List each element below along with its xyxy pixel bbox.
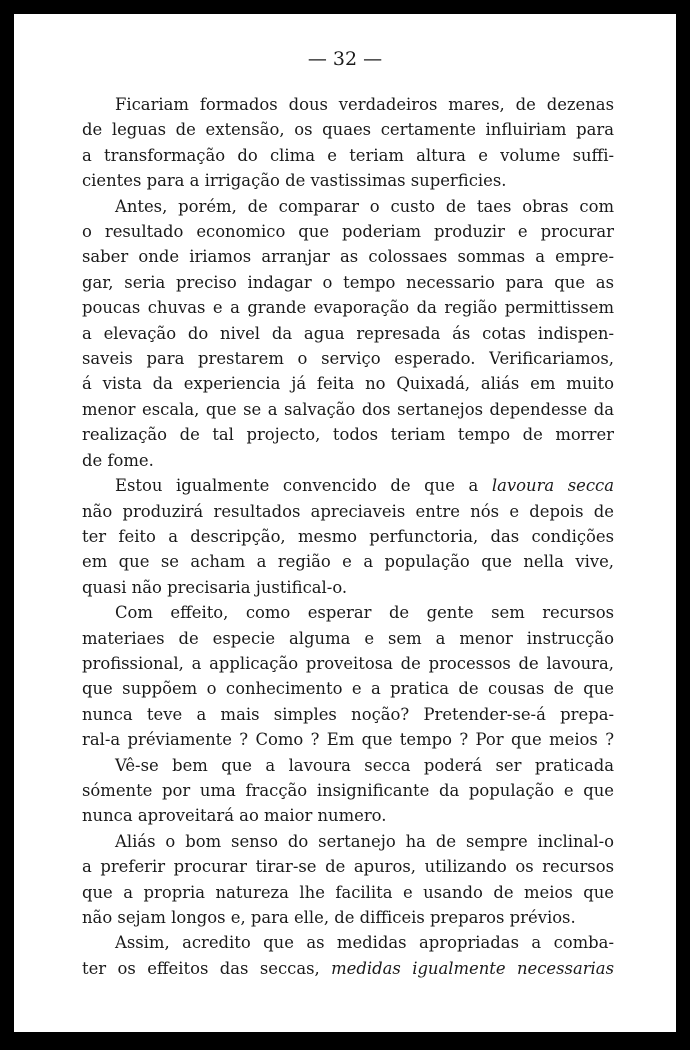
text-line: que a propria natureza lhe facilita e usando de meios que [82,882,614,902]
text-line: Antes, porém, de comparar o custo de taes obras com [115,196,614,216]
text-line: sómente por uma fracção insignificante da população e que [82,780,614,800]
paragraph-2 [82,194,614,473]
text-line: realização de tal projecto, todos teriam tempo de morrer [82,425,614,445]
text-line: ral-a préviamente ? Como ? Em que tempo ? Por que meios ? [82,730,614,750]
text-line: Com effeito, como esperar de gente sem recursos [115,603,614,623]
text-line: profissional, a applicação proveitosa de processos de lavoura, [82,653,614,673]
text-line: Vê-se bem que a lavoura secca poderá ser praticada [115,755,614,775]
text-line [82,473,614,498]
document-page [14,14,676,1032]
text-line: saber onde iriamos arranjar as colossaes sommas a empre- [82,247,614,267]
text-line: Assim, acredito que as medidas apropriadas a comba- [115,933,614,953]
text-run: ter os effeitos das seccas, [82,958,332,978]
text-line: nunca aproveitará ao maior numero. [82,806,387,826]
paragraph-6 [82,829,614,931]
text-line: que suppõem o conhecimento e a pratica de cousas de que [82,679,614,699]
text-line: saveis para prestarem o serviço esperado. Verificariamos, [82,349,614,369]
text-line [82,956,614,981]
text-line: cientes para a irrigação de vastissimas superficies. [82,171,507,191]
text-line: não produzirá resultados apreciaveis entre nós e depois de [82,501,614,521]
text-line: de fome. [82,450,154,470]
italic-term: lavoura secca [491,476,615,496]
paragraph-1 [82,92,614,194]
italic-term: medidas igualmente necessarias [331,958,614,978]
text-line: materiaes de especie alguma e sem a menor instrucção [82,628,614,648]
page-number: — 32 — [307,48,383,70]
text-line: á vista da experiencia já feita no Quixadá, aliás em muito [82,374,614,394]
text-line: de leguas de extensão, os quaes certamente influiriam para [82,120,614,140]
text-line: a preferir procurar tirar-se de apuros, utilizando os recursos [82,857,614,877]
text-line: o resultado economico que poderiam produzir e procurar [82,222,614,242]
text-run: Estou igualmente convencido de que a [115,476,492,496]
paragraph-7 [82,930,614,981]
text-line: Aliás o bom senso do sertanejo ha de sempre inclinal-o [115,831,614,851]
text-line: a transformação do clima e teriam altura e volume suffi- [82,145,614,165]
text-line: quasi não precisaria justifical-o. [82,577,348,597]
text-line: em que se acham a região e a população que nella vive, [82,552,614,572]
text-line: gar, seria preciso indagar o tempo necessario para que as [82,272,614,292]
text-line: poucas chuvas e a grande evaporação da região permittissem [82,298,614,318]
paragraph-3 [82,473,614,600]
text-line: Ficariam formados dous verdadeiros mares, de dezenas [115,95,614,114]
paragraph-4 [82,600,614,752]
text-line: não sejam longos e, para elle, de difficeis preparos prévios. [82,908,576,927]
text-line: menor escala, que se a salvação dos sertanejos dependesse da [82,399,614,419]
text-line: a elevação do nivel da agua represada ás cotas indispen- [82,323,614,343]
paragraph-5 [82,753,614,829]
text-line: ter feito a descripção, mesmo perfunctoria, das condições [82,526,614,546]
body-text [82,92,614,981]
text-line: nunca teve a mais simples noção? Pretender-se-á prepa- [82,704,614,724]
